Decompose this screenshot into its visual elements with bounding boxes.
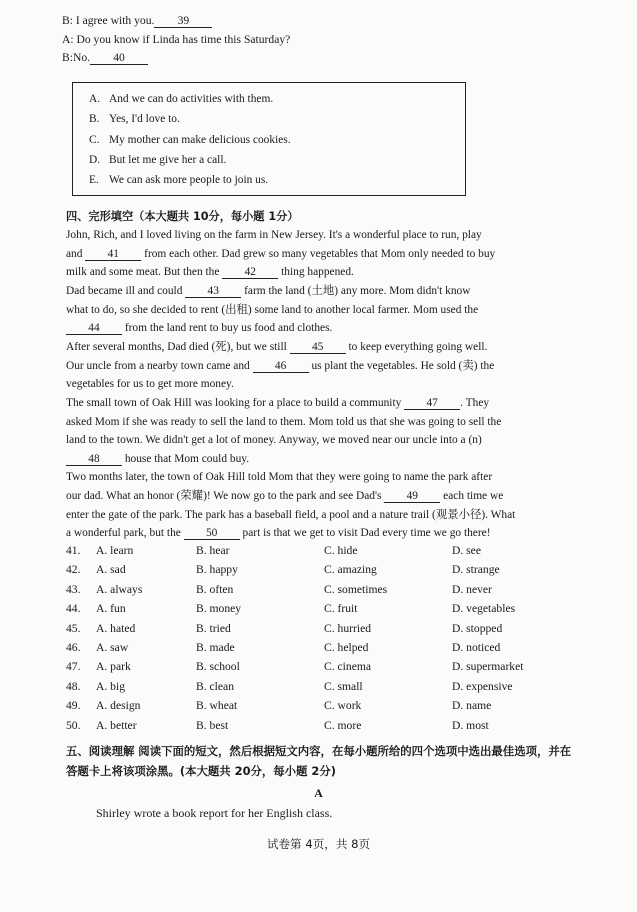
cloze-blank: 42 — [222, 266, 278, 279]
choice-b: B. clean — [196, 679, 234, 693]
answer-blank: 39 — [154, 15, 212, 28]
passage-text: enter the gate of the park. The park has a baseball field, a pool and a nature trail (观景小径). What — [66, 508, 516, 521]
option-letter: E. — [89, 174, 99, 186]
passage-text: to keep everything going well. — [345, 340, 488, 353]
choice-c: C. amazing — [324, 563, 377, 577]
option-text: My mother can make delicious cookies. — [109, 134, 291, 146]
question-number: 42. — [66, 563, 81, 577]
passage-line — [66, 396, 574, 410]
choice-d: D. noticed — [452, 641, 501, 654]
option-d — [89, 154, 226, 166]
passage-text: each time we — [440, 490, 504, 503]
cloze-blank: 50 — [184, 527, 240, 540]
cloze-blank: 43 — [185, 285, 241, 298]
choice-c: C. hide — [324, 544, 358, 557]
choice-d: D. stopped — [452, 621, 503, 635]
option-e — [89, 174, 268, 186]
choice-c: C. sometimes — [324, 582, 388, 596]
cloze-blank: 48 — [66, 453, 122, 466]
choice-a: A. design — [96, 699, 141, 713]
options-box — [72, 82, 466, 196]
cloze-blank: 45 — [290, 341, 346, 354]
choice-a: A. saw — [96, 641, 129, 654]
passage-text: land to the town. We didn't get a lot of money. Anyway, we moved near our uncle into a (n) — [66, 434, 482, 447]
choice-d: D. name — [452, 699, 492, 713]
passage-text: After several months, Dad died (死), but we still — [66, 340, 290, 353]
question-number: 49. — [66, 699, 81, 713]
question-number: 45. — [66, 621, 81, 635]
dialogue-line-39 — [62, 14, 212, 28]
choice-c: C. small — [324, 679, 363, 693]
option-b — [89, 113, 180, 125]
question-number: 50. — [66, 718, 81, 732]
choice-b: B. made — [196, 641, 235, 654]
dialogue-text: B: I agree with you. — [62, 14, 155, 27]
passage-line — [66, 415, 574, 429]
choice-c: C. cinema — [324, 660, 372, 674]
passage-text: John, Rich, and I loved living on the farm in New Jersey. It's a wonderful place to run, play — [66, 229, 482, 241]
question-number: 41. — [66, 544, 81, 557]
page-footer: 试卷第 4页，共 8页 — [266, 837, 371, 851]
choice-b: B. money — [196, 602, 242, 616]
choice-a: A. always — [96, 582, 143, 596]
choice-a: A. park — [96, 660, 131, 674]
passage-line — [66, 433, 574, 447]
question-row — [66, 680, 586, 698]
choice-c: C. work — [324, 699, 362, 713]
reading-first-line: Shirley wrote a book report for her English class. — [96, 806, 333, 820]
choice-b: B. often — [196, 582, 234, 596]
passage-text: milk and some meat. But then the — [66, 266, 223, 279]
passage-line — [66, 340, 574, 354]
option-a — [89, 93, 273, 105]
choice-a: A. hated — [96, 621, 136, 635]
choice-a: A. fun — [96, 602, 126, 616]
choice-d: D. never — [452, 582, 492, 596]
choice-d: D. strange — [452, 563, 500, 577]
cloze-blank: 49 — [384, 490, 440, 503]
question-row — [66, 583, 586, 601]
option-letter: D. — [89, 154, 101, 166]
choice-c: C. helped — [324, 641, 369, 654]
part-label: A — [314, 786, 323, 800]
question-number: 47. — [66, 660, 81, 674]
cloze-blank: 41 — [85, 248, 141, 261]
passage-text: asked Mom if she was ready to sell the land to them. Mom told us that she was going to sell the — [66, 415, 502, 428]
dialogue-text: A: Do you know if Linda has time this Saturday? — [62, 33, 291, 46]
passage-text: a wonderful park, but the — [66, 527, 184, 540]
option-letter: C. — [89, 134, 100, 146]
passage-text: vegetables for us to get more money. — [66, 378, 234, 391]
answer-blank: 40 — [90, 52, 148, 65]
cloze-blank: 47 — [404, 397, 460, 410]
choice-d: D. see — [452, 544, 481, 557]
choice-a: A. learn — [96, 544, 134, 557]
passage-text: our dad. What an honor (荣耀)! We now go to the park and see Dad's — [66, 490, 385, 503]
question-number: 46. — [66, 641, 81, 654]
dialogue-line-linda — [62, 33, 290, 47]
dialogue-text: B:No. — [62, 51, 91, 64]
section-5-title: 五、阅读理解 阅读下面的短文，然后根据短文内容，在每小题所给的四个选项中选出最佳选项，并在答题卡上将该项涂黑。(本大题共 20分，每小题 2分) — [66, 744, 572, 778]
passage-line — [66, 303, 574, 317]
passage-line — [66, 508, 574, 522]
passage-text: us plant the vegetables. He sold (卖) the — [308, 359, 495, 372]
question-row — [66, 641, 586, 659]
passage-text: farm the land (土地) any more. Mom didn't know — [241, 284, 471, 297]
question-row — [66, 660, 586, 678]
choice-d: D. expensive — [452, 679, 513, 693]
question-row — [66, 622, 586, 640]
option-letter: A. — [89, 93, 101, 105]
passage-text: part is that we get to visit Dad every time we go there! — [239, 527, 491, 540]
passage-line — [66, 265, 574, 279]
choice-c: C. more — [324, 718, 362, 732]
choice-a: A. sad — [96, 563, 126, 577]
passage-line — [66, 452, 574, 466]
choice-b: B. best — [196, 718, 229, 732]
option-text: But let me give her a call. — [109, 154, 227, 166]
passage-text: house that Mom could buy. — [122, 452, 250, 465]
passage-line — [66, 470, 574, 484]
choice-b: B. school — [196, 660, 240, 674]
passage-line — [66, 228, 574, 242]
option-text: We can ask more people to join us. — [109, 174, 269, 186]
question-number: 43. — [66, 582, 81, 596]
choice-b: B. tried — [196, 621, 231, 635]
question-row — [66, 544, 586, 562]
question-number: 44. — [66, 602, 81, 616]
passage-text: and — [66, 247, 86, 260]
passage-text: Our uncle from a nearby town came and — [66, 359, 253, 372]
choice-d: D. most — [452, 718, 489, 732]
question-row — [66, 719, 586, 737]
passage-text: from each other. Dad grew so many vegetables that Mom only needed to buy — [141, 247, 496, 260]
passage-text: thing happened. — [278, 266, 354, 279]
passage-text: . They — [460, 396, 490, 409]
passage-line — [66, 284, 574, 298]
passage-line — [66, 489, 574, 503]
passage-text: from the land rent to buy us food and clothes. — [122, 322, 333, 335]
passage-line — [66, 247, 574, 261]
choice-b: B. wheat — [196, 699, 238, 713]
question-row — [66, 699, 586, 717]
passage-line — [66, 321, 574, 335]
option-c — [89, 134, 291, 146]
question-row — [66, 602, 586, 620]
choice-a: A. better — [96, 718, 137, 732]
question-row — [66, 563, 586, 581]
passage-line — [66, 377, 574, 391]
option-text: Yes, I'd love to. — [109, 113, 180, 125]
choice-b: B. hear — [196, 544, 230, 557]
option-text: And we can do activities with them. — [109, 93, 274, 105]
passage-text: The small town of Oak Hill was looking for a place to build a community — [66, 396, 405, 409]
option-letter: B. — [89, 113, 100, 125]
choice-d: D. vegetables — [452, 602, 516, 616]
cloze-blank: 46 — [253, 360, 309, 373]
passage-text: Dad became ill and could — [66, 284, 186, 297]
choice-c: C. fruit — [324, 602, 358, 616]
passage-line — [66, 359, 574, 373]
cloze-blank: 44 — [66, 322, 122, 335]
section-4-title: 四、完形填空（本大题共 10分，每小题 1分） — [66, 210, 299, 223]
dialogue-line-40 — [62, 51, 148, 65]
passage-line — [66, 526, 574, 540]
choice-a: A. big — [96, 679, 125, 693]
choice-c: C. hurried — [324, 621, 372, 635]
question-number: 48. — [66, 679, 81, 693]
passage-text: Two months later, the town of Oak Hill told Mom that they were going to name the park after — [66, 471, 493, 484]
passage-text: what to do, so she decided to rent (出租) some land to another local farmer. Mom used the — [66, 303, 479, 316]
choice-d: D. supermarket — [452, 660, 524, 674]
choice-b: B. happy — [196, 563, 238, 577]
